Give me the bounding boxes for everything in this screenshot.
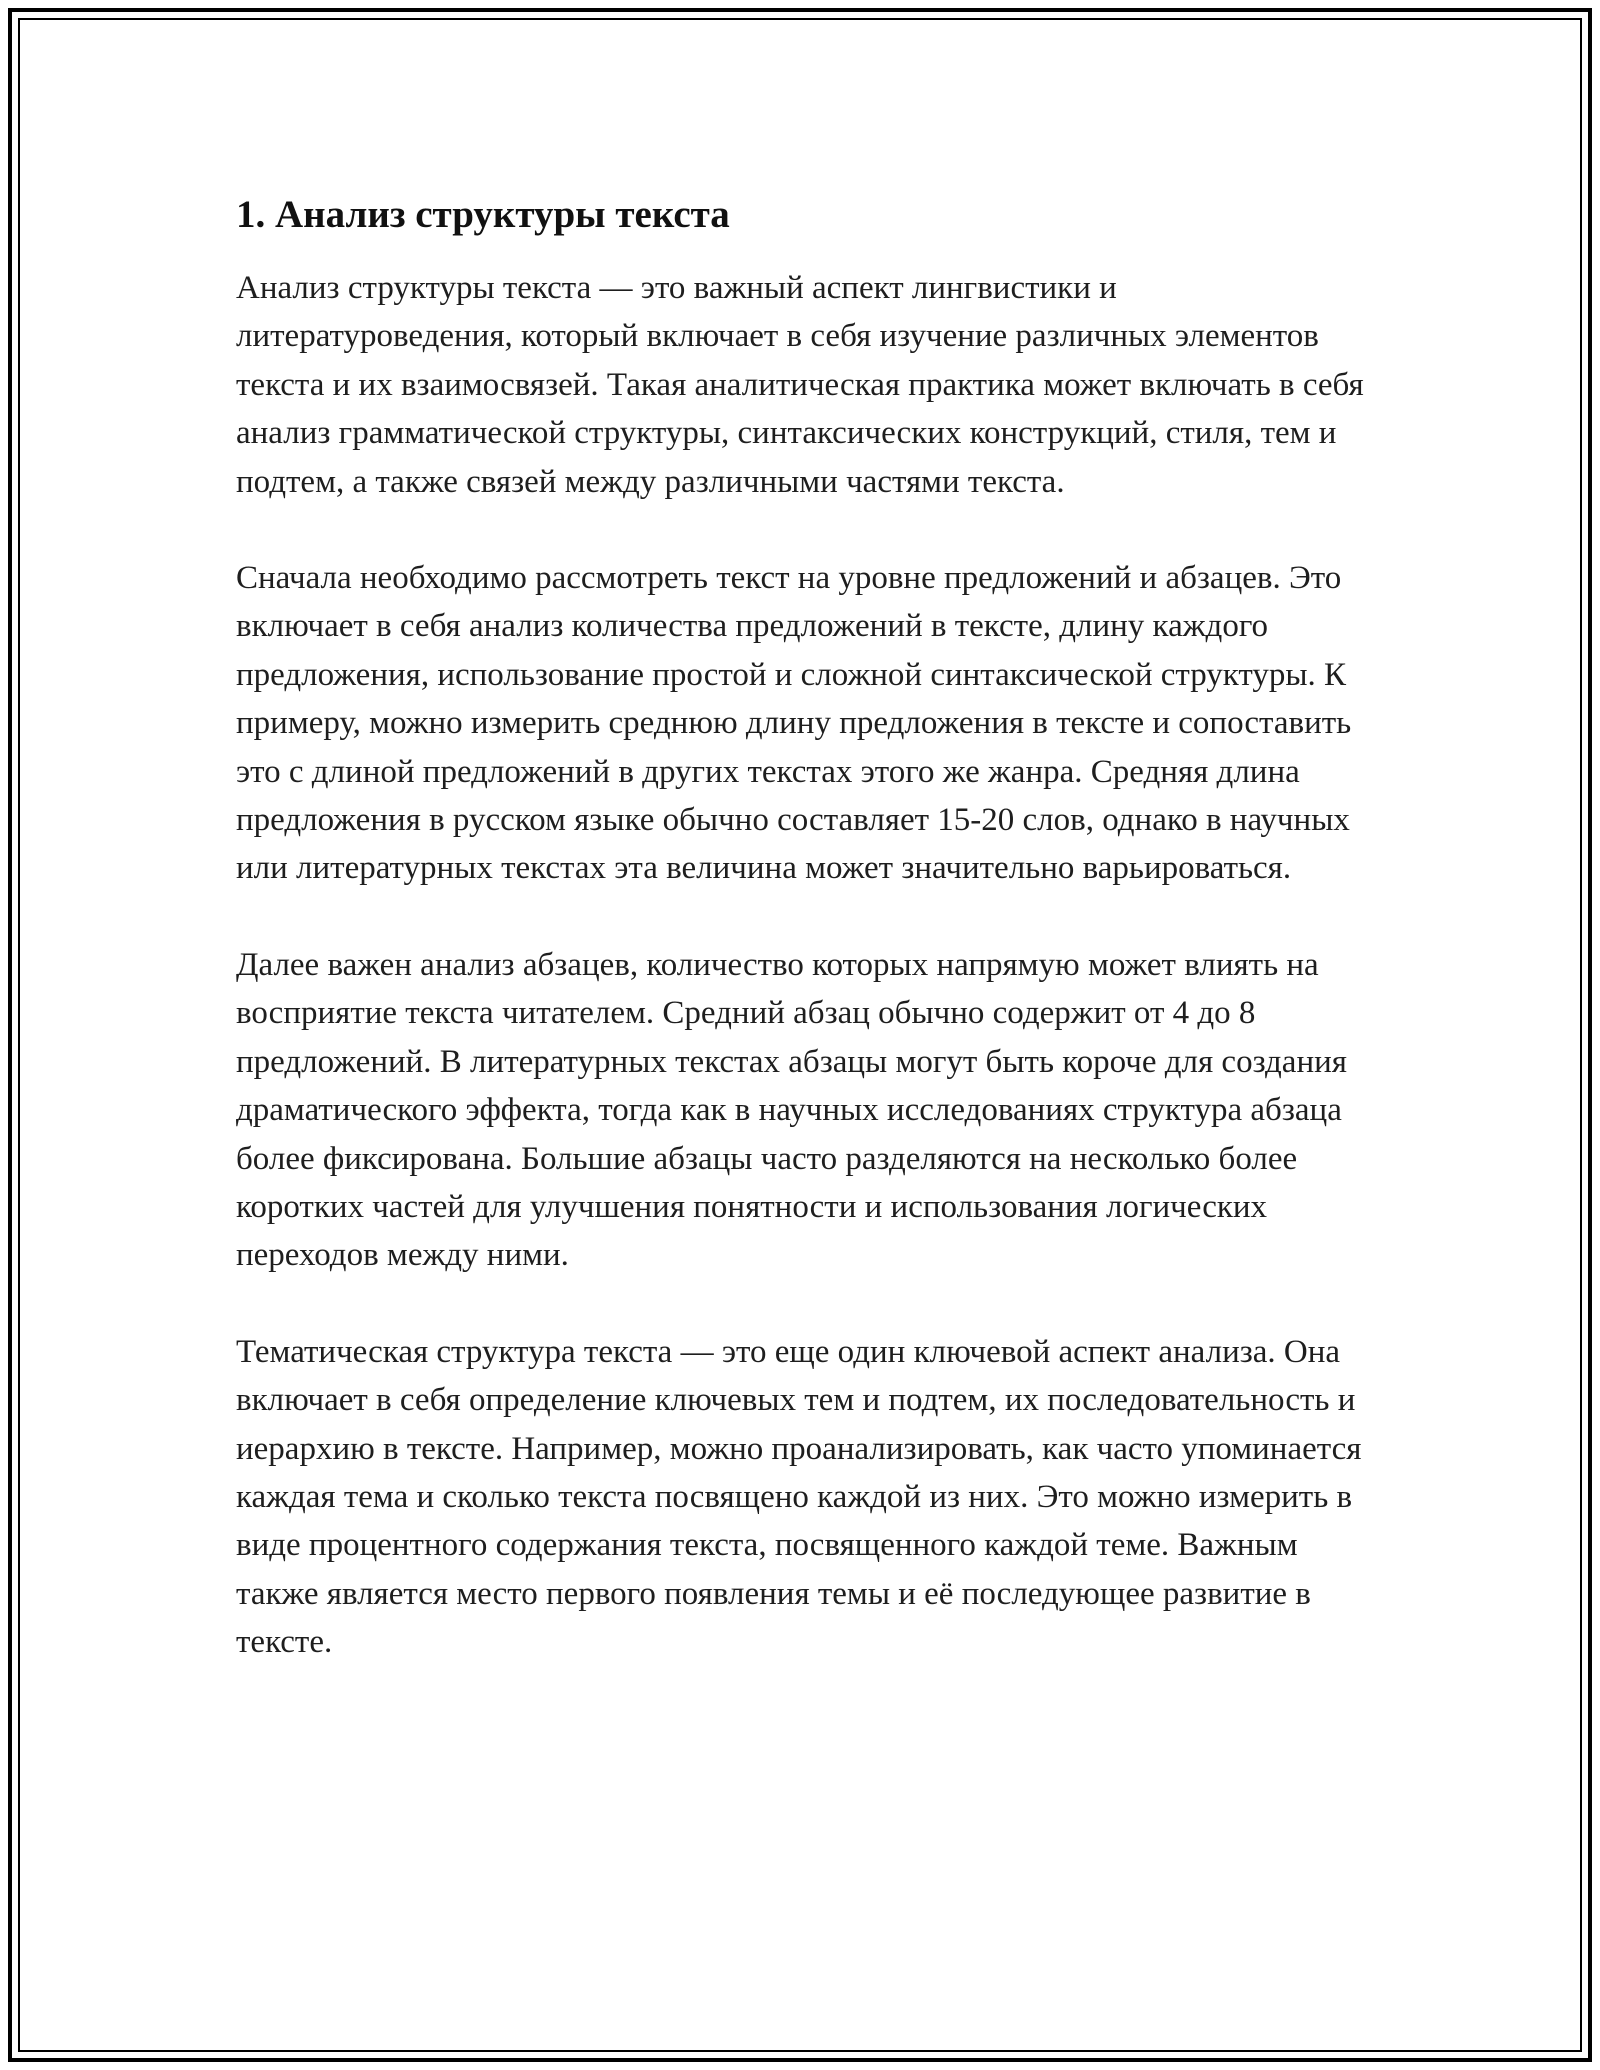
paragraph-1: Анализ структуры текста — это важный аспект лингвистики и литературоведения, который включает в себя изучение различных элементов текста и их взаимосвязей. Такая аналитическая практика может включать в себя анализ грамматической структуры, синтаксических конструкций, стиля, тем и подтем, а также связей между различными частями текста. — [236, 270, 1364, 500]
document-body — [236, 180, 1366, 1715]
paragraph-3: Далее важен анализ абзацев, количество которых напрямую может влиять на восприятие текста читателем. Средний абзац обычно содержит от 4 до 8 предложений. В литературных текстах абзацы могут быть короче для создания драматического эффекта, тогда как в научных исследованиях структура абзаца более фиксирована. Большие абзацы часто разделяются на несколько более коротких частей для улучшения понятности и использования логических переходов между ними. — [236, 946, 1347, 1274]
paragraph-4: Тематическая структура текста — это еще один ключевой аспект анализа. Она включает в себя определение ключевых тем и подтем, их последовательность и иерархию в тексте. Например, можно проанализировать, как часто упоминается каждая тема и сколько текста посвящено каждой из них. Это можно измерить в виде процентного содержания текста, посвященного каждой теме. Важным также является место первого появления темы и её последующее развитие в тексте. — [236, 1333, 1362, 1661]
paragraph-2: Сначала необходимо рассмотреть текст на уровне предложений и абзацев. Это включает в себя анализ количества предложений в тексте, длину каждого предложения, использование простой и сложной синтаксической структуры. К примеру, можно измерить среднюю длину предложения в тексте и сопоставить это с длиной предложений в других текстах этого же жанра. Средняя длина предложения в русском языке обычно составляет 15-20 слов, однако в научных или литературных текстах эта величина может значительно варьироваться. — [236, 560, 1352, 887]
section-heading: 1. Анализ структуры текста — [236, 193, 730, 236]
